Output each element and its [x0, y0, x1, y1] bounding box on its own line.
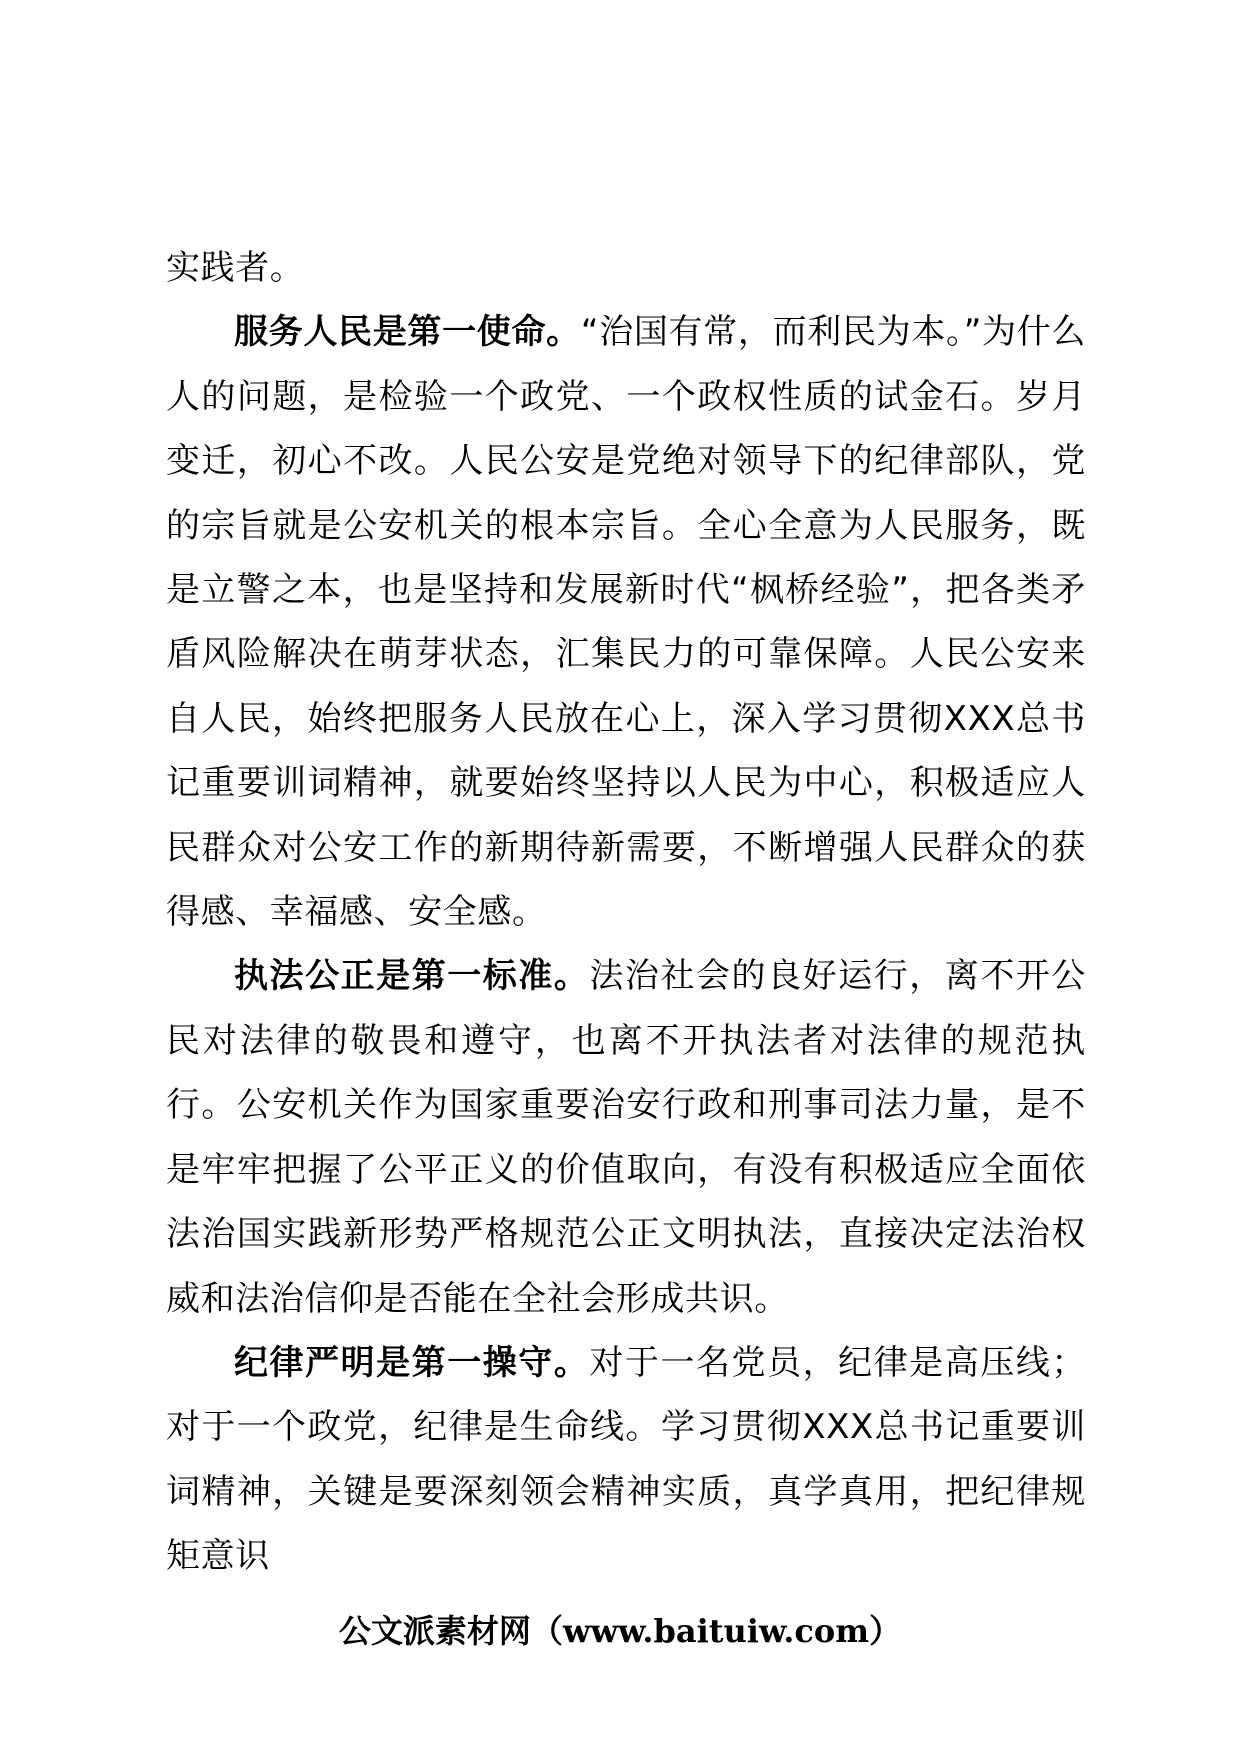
paragraph-lead: 服务人民是第一使命。 [234, 312, 581, 353]
paragraph-strict-discipline [166, 1331, 1086, 1589]
paragraph-text: 对于一名党员，纪律是高压线；对于一个政党，纪律是生命线。学习贯彻XXX总书记重要训词精神，关键是要深刻领会精神实质，真学真用，把纪律规矩意识 [166, 1342, 1086, 1577]
paragraph-fair-enforcement [166, 944, 1086, 1330]
paragraph-text: 法治社会的良好运行，离不开公民对法律的敬畏和遵守，也离不开执法者对法律的规范执行。公安机关作为国家重要治安行政和刑事司法力量，是不是牢牢把握了公平正义的价值取向，有没有积极适应全面依法治国实践新形势严格规范公正文明执法，直接决定法治权威和法治信仰是否能在全社会形成共识。 [166, 956, 1086, 1319]
footer-watermark: 公文派素材网（www.baituiw.com） [338, 1612, 902, 1650]
document-body [166, 236, 1086, 1589]
paragraph-text: 实践者。 [166, 248, 305, 288]
paragraph-lead: 执法公正是第一标准。 [234, 956, 590, 997]
paragraph-continuation [166, 236, 1086, 300]
paragraph-serve-people [166, 300, 1086, 944]
paragraph-text: “治国有常，而利民为本。”为什么人的问题，是检验一个政党、一个政权性质的试金石。岁月变迁，初心不改。人民公安是党绝对领导下的纪律部队，党的宗旨就是公安机关的根本宗旨。全心全意为人民服务，既是立警之本，也是坚持和发展新时代“枫桥经验”，把各类矛盾风险解决在萌芽状态，汇集民力的可靠保障。人民公安来自人民，始终把服务人民放在心上，深入学习贯彻XXX总书记重要训词精神，就要始终坚持以人民为中心，积极适应人民群众对公安工作的新期待新需要，不断增强人民群众的获得感、幸福感、安全感。 [166, 312, 1087, 933]
paragraph-lead: 纪律严明是第一操守。 [234, 1342, 590, 1383]
